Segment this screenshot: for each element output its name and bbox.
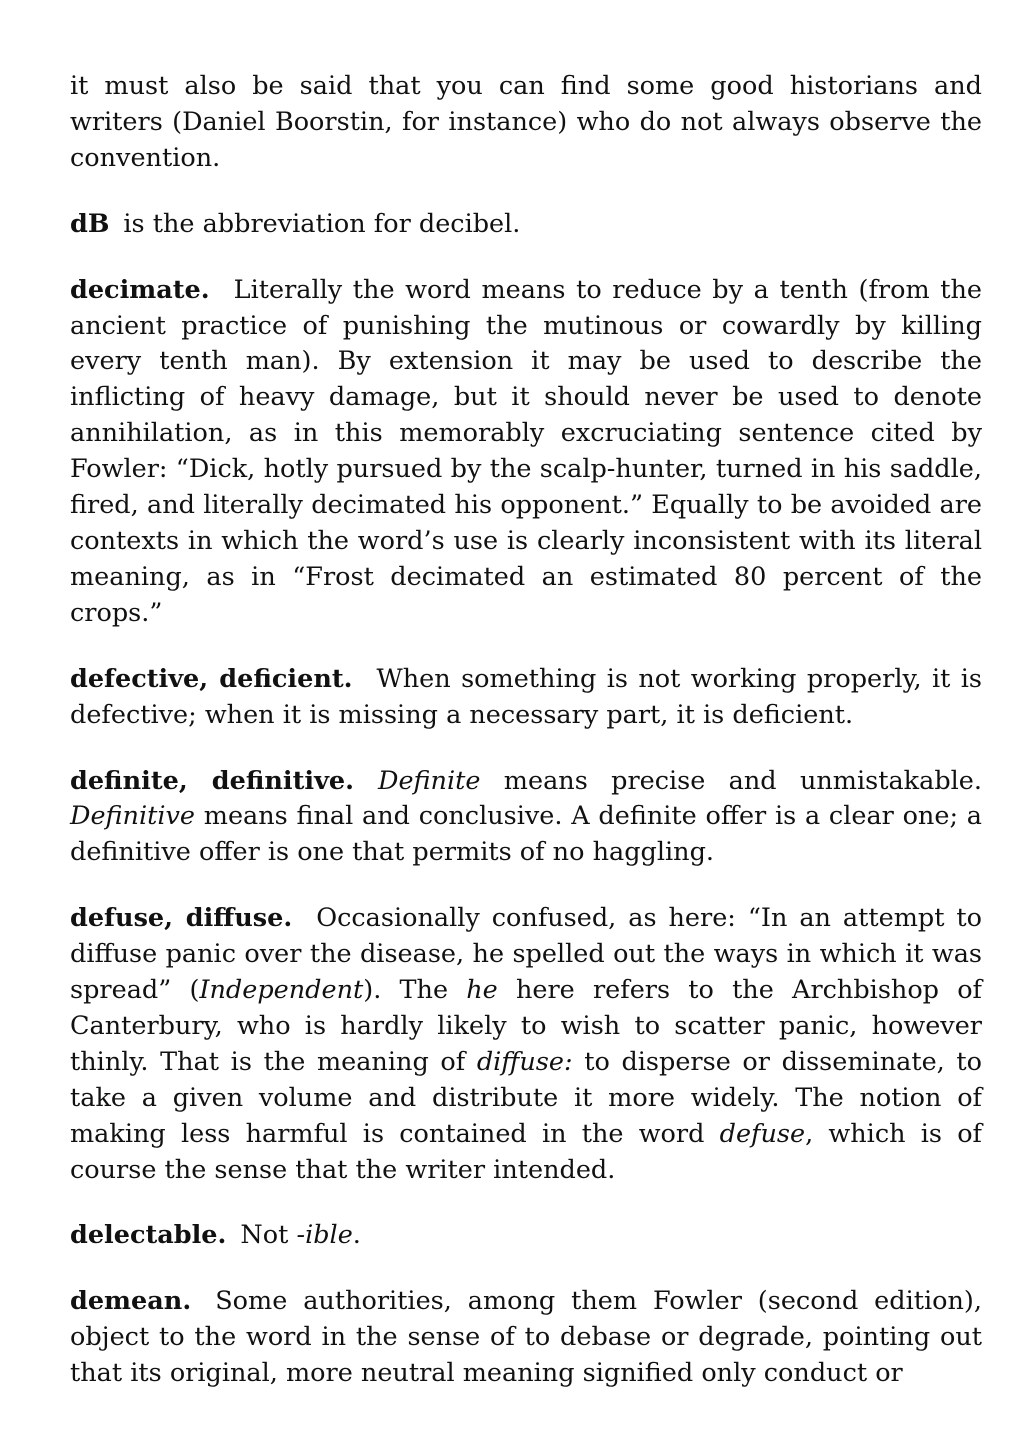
entry-delectable [70, 1218, 982, 1254]
entry-text: is the abbreviation for decibel. [123, 208, 521, 239]
entry-continuation [70, 69, 982, 177]
entry-italic-term: -ible [296, 1220, 353, 1251]
entry-headword: definite, definitive. [70, 765, 355, 796]
entry-headword: decimate. [70, 274, 210, 305]
entry-decimate [70, 273, 982, 632]
entry-definite [70, 764, 982, 872]
entry-italic-term: Definitive [70, 801, 196, 832]
entry-headword: delectable. [70, 1220, 227, 1251]
entry-headword: dB [70, 208, 110, 239]
entry-text: Occasionally confused, as here: “In an attempt to diffuse panic over the disease, he spelled out the ways in which it was spread” ( [70, 903, 982, 1006]
document-page [70, 69, 982, 1422]
entry-defective [70, 662, 982, 734]
entry-text: ). The [363, 975, 467, 1006]
entry-db [70, 207, 982, 243]
entry-text: . [352, 1220, 361, 1251]
entry-headword: defuse, diffuse. [70, 903, 293, 934]
entry-headword: defective, deficient. [70, 663, 353, 694]
entry-text: to disperse or disseminate, to take a given volume and distribute it more widely. The notion of making less harmful is contained in the word [70, 1046, 982, 1149]
entry-headword: demean. [70, 1286, 192, 1317]
entry-text: Some authorities, among them Fowler (second edition), object to the word in the sense of to debase or degrade, pointing out that its original, more neutral meaning signified only conduct or [70, 1286, 982, 1389]
entry-demean [70, 1284, 982, 1392]
entry-text: Not [240, 1220, 297, 1251]
entry-italic-term: diffuse: [476, 1046, 573, 1077]
entry-text: here refers to the Archbishop of Canterbury, who is hardly likely to wish to scatter panic, however thinly. That is the meaning of [70, 975, 982, 1077]
entry-defuse [70, 901, 982, 1188]
entry-text: means precise and unmistakable. [480, 765, 982, 796]
entry-text: When something is not working properly, it is defective; when it is missing a necessary part, it is deficient. [70, 663, 982, 730]
entry-text: means final and conclusive. A definite offer is a clear one; a definitive offer is one that permits of no haggling. [70, 801, 982, 868]
entry-text: it must also be said that you can find some good historians and writers (Daniel Boorstin, for instance) who do not always observe the convention. [70, 71, 982, 173]
entry-italic-term: Independent [199, 975, 364, 1006]
entry-text: , which is of course the sense that the writer intended. [70, 1118, 982, 1185]
entry-text: Literally the word means to reduce by a tenth (from the ancient practice of punishing the mutinous or cowardly by killing every tenth man). By extension it may be used to describe the inflicting of heavy damage, but it should never be used to denote annihilation, as in this memorably excruciating sentence cited by Fowler: “Dick, hotly pursued by the scalp-hunter, turned in his saddle, fired, and literally decimated his opponent.” Equally to be avoided are contexts in which the word’s use is clearly inconsistent with its literal meaning, as in “Frost decimated an estimated 80 percent of the crops.” [70, 274, 982, 628]
entry-italic-term: defuse [719, 1118, 806, 1149]
entry-italic-term: Definite [378, 765, 481, 796]
entry-italic-term: he [466, 975, 498, 1006]
